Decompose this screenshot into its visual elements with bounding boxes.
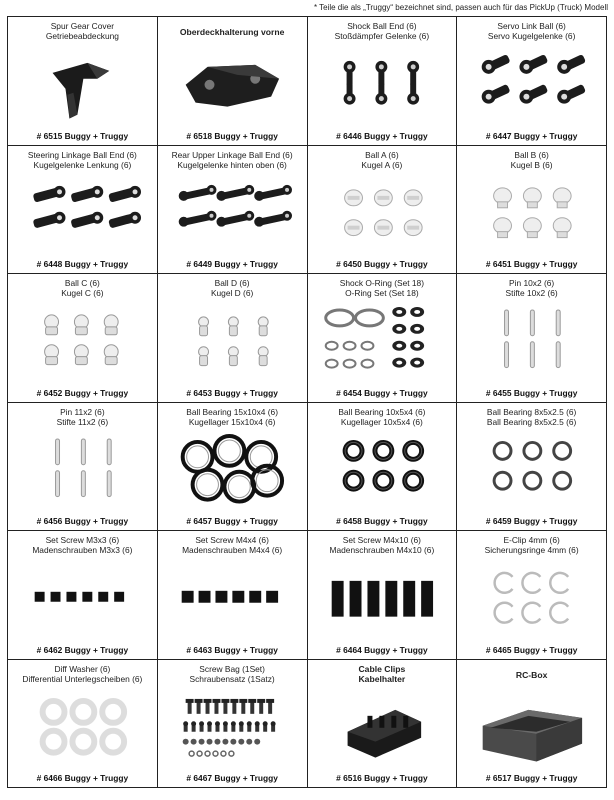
part-subtitle: Kugellager 15x10x4 (6)	[188, 416, 276, 427]
part-number: # 6459 Buggy + Truggy	[485, 516, 578, 526]
part-title: Pin 10x2 (6)	[509, 278, 555, 288]
part-title: Oberdeckhalterung vorne	[179, 27, 285, 37]
part-cell	[8, 403, 158, 532]
ball-c-icon	[16, 302, 149, 384]
part-subtitle: Ball Bearing 8x5x2.5 (6)	[486, 416, 577, 427]
part-number: # 6449 Buggy + Truggy	[186, 259, 278, 269]
part-title: Rear Upper Linkage Ball End (6)	[171, 149, 293, 160]
part-title: Cable Clips	[358, 663, 406, 674]
part-cell	[8, 146, 158, 275]
part-cell	[158, 403, 308, 532]
part-subtitle: Madenschrauben M3x3 (6)	[32, 545, 133, 555]
part-number: # 6453 Buggy + Truggy	[186, 387, 278, 398]
o-ring-set-icon	[316, 302, 449, 384]
part-subtitle: Kugel A (6)	[361, 159, 403, 170]
part-subtitle: Getriebeabdeckung	[45, 31, 119, 41]
bearing-10x5x4-icon	[316, 431, 449, 513]
part-cell	[457, 403, 607, 532]
part-subtitle: Kugellager 10x5x4 (6)	[340, 416, 423, 427]
part-subtitle: O-Ring Set (Set 18)	[345, 288, 419, 298]
part-cell	[158, 531, 308, 660]
part-title: Ball C (6)	[64, 278, 100, 288]
part-number: # 6463 Buggy + Truggy	[186, 644, 278, 655]
part-number: # 6457 Buggy + Truggy	[186, 516, 278, 526]
part-number: # 6464 Buggy + Truggy	[336, 644, 428, 655]
ball-b-icon	[465, 174, 598, 256]
part-title: Set Screw M4x10 (6)	[342, 535, 421, 545]
part-subtitle: Madenschrauben M4x10 (6)	[329, 545, 435, 555]
part-number: # 6515 Buggy + Truggy	[36, 130, 129, 141]
part-title: Ball B (6)	[514, 149, 549, 160]
part-title: Spur Gear Cover	[50, 21, 115, 31]
part-cell	[158, 17, 308, 146]
part-number: # 6447 Buggy + Truggy	[485, 130, 578, 141]
bearing-8x5x2.5-icon	[465, 431, 598, 513]
part-number: # 6450 Buggy + Truggy	[336, 259, 428, 269]
part-cell	[308, 274, 458, 403]
parts-grid	[7, 16, 607, 788]
part-title: Ball Bearing 8x5x2.5 (6)	[486, 406, 577, 417]
part-cell	[308, 146, 458, 275]
part-cell	[158, 660, 308, 789]
part-subtitle: Madenschrauben M4x4 (6)	[182, 545, 283, 555]
part-subtitle: Kugel D (6)	[210, 288, 254, 298]
part-number: # 6446 Buggy + Truggy	[336, 130, 428, 141]
part-number: # 6517 Buggy + Truggy	[485, 773, 578, 783]
part-title: Ball A (6)	[365, 149, 399, 160]
part-number: # 6451 Buggy + Truggy	[485, 259, 578, 269]
part-title: Ball D (6)	[214, 278, 250, 288]
part-number: # 6518 Buggy + Truggy	[186, 130, 278, 141]
e-clip-icon	[465, 559, 598, 641]
part-cell	[457, 660, 607, 789]
part-subtitle: Kugel C (6)	[61, 288, 104, 298]
header-note: * Teile die als „Truggy“ bezeichnet sind, passen auch für das PickUp (Truck) Modell	[313, 3, 608, 12]
part-cell	[8, 17, 158, 146]
part-number: # 6467 Buggy + Truggy	[186, 773, 278, 783]
part-subtitle: Stoßdämpfer Gelenke (6)	[334, 31, 430, 41]
servo-link-ball-icon	[465, 45, 598, 127]
part-title: Shock Ball End (6)	[347, 21, 417, 31]
part-cell	[308, 17, 458, 146]
part-number: # 6455 Buggy + Truggy	[485, 387, 578, 398]
pin-11x2-icon	[16, 431, 149, 513]
part-number: # 6458 Buggy + Truggy	[336, 516, 428, 526]
part-number: # 6456 Buggy + Truggy	[36, 516, 129, 526]
part-cell	[308, 403, 458, 532]
ball-d-icon	[166, 302, 299, 384]
part-title: RC-Box	[515, 669, 548, 680]
part-cell	[158, 274, 308, 403]
part-title: Servo Link Ball (6)	[497, 21, 566, 31]
part-number: # 6454 Buggy + Truggy	[336, 387, 428, 398]
part-cell	[457, 17, 607, 146]
part-number: # 6462 Buggy + Truggy	[36, 644, 129, 655]
pin-10x2-icon	[465, 302, 598, 384]
steering-ball-end-icon	[16, 174, 149, 256]
part-title: Steering Linkage Ball End (6)	[27, 149, 137, 160]
part-title: Ball Bearing 10x5x4 (6)	[338, 406, 426, 417]
part-cell	[457, 531, 607, 660]
part-number: # 6465 Buggy + Truggy	[485, 644, 578, 655]
part-cell	[8, 660, 158, 789]
part-title: Diff Washer (6)	[54, 663, 111, 674]
part-subtitle: Kugel B (6)	[510, 159, 553, 170]
part-title: Set Screw M4x4 (6)	[195, 535, 269, 545]
part-number: # 6466 Buggy + Truggy	[36, 773, 129, 783]
screw-bag-icon	[166, 688, 299, 770]
set-screw-m3x3-icon	[16, 559, 149, 641]
upper-deck-mount-icon	[166, 45, 299, 127]
set-screw-m4x10-icon	[316, 559, 449, 641]
part-subtitle: Schraubensatz (1Satz)	[189, 673, 275, 684]
part-subtitle: Stifte 10x2 (6)	[505, 288, 558, 298]
rc-box-icon	[465, 688, 598, 770]
shock-ball-end-icon	[316, 45, 449, 127]
part-number: # 6516 Buggy + Truggy	[336, 773, 428, 783]
part-subtitle: Servo Kugelgelenke (6)	[487, 31, 576, 41]
part-cell	[8, 531, 158, 660]
part-cell	[308, 531, 458, 660]
part-title: Set Screw M3x3 (6)	[45, 535, 120, 545]
part-subtitle: Stifte 11x2 (6)	[56, 416, 109, 427]
part-subtitle: Kugelgelenke Lenkung (6)	[33, 159, 132, 170]
spur-gear-cover-icon	[16, 45, 149, 127]
part-cell	[457, 274, 607, 403]
part-cell	[8, 274, 158, 403]
part-subtitle: Sicherungsringe 4mm (6)	[484, 545, 579, 555]
part-title: Screw Bag (1Set)	[199, 663, 265, 674]
part-title: Pin 11x2 (6)	[60, 406, 105, 417]
part-cell	[308, 660, 458, 789]
part-title: Shock O-Ring (Set 18)	[339, 278, 424, 288]
part-subtitle: Kugelgelenke hinten oben (6)	[177, 159, 287, 170]
part-cell	[158, 146, 308, 275]
part-title: E-Clip 4mm (6)	[503, 535, 560, 545]
part-title: Ball Bearing 15x10x4 (6)	[186, 406, 278, 417]
diff-washer-icon	[16, 688, 149, 770]
set-screw-m4x4-icon	[166, 559, 299, 641]
part-number: # 6452 Buggy + Truggy	[36, 387, 129, 398]
part-number: # 6448 Buggy + Truggy	[36, 259, 129, 269]
bearing-15x10x4-icon	[166, 431, 299, 513]
part-subtitle: Kabelhalter	[358, 673, 406, 684]
part-subtitle: Differential Unterlegscheiben (6)	[22, 673, 143, 684]
cable-clip-icon	[316, 688, 449, 770]
part-cell	[457, 146, 607, 275]
ball-a-icon	[316, 174, 449, 256]
rear-upper-ball-end-icon	[166, 174, 299, 256]
